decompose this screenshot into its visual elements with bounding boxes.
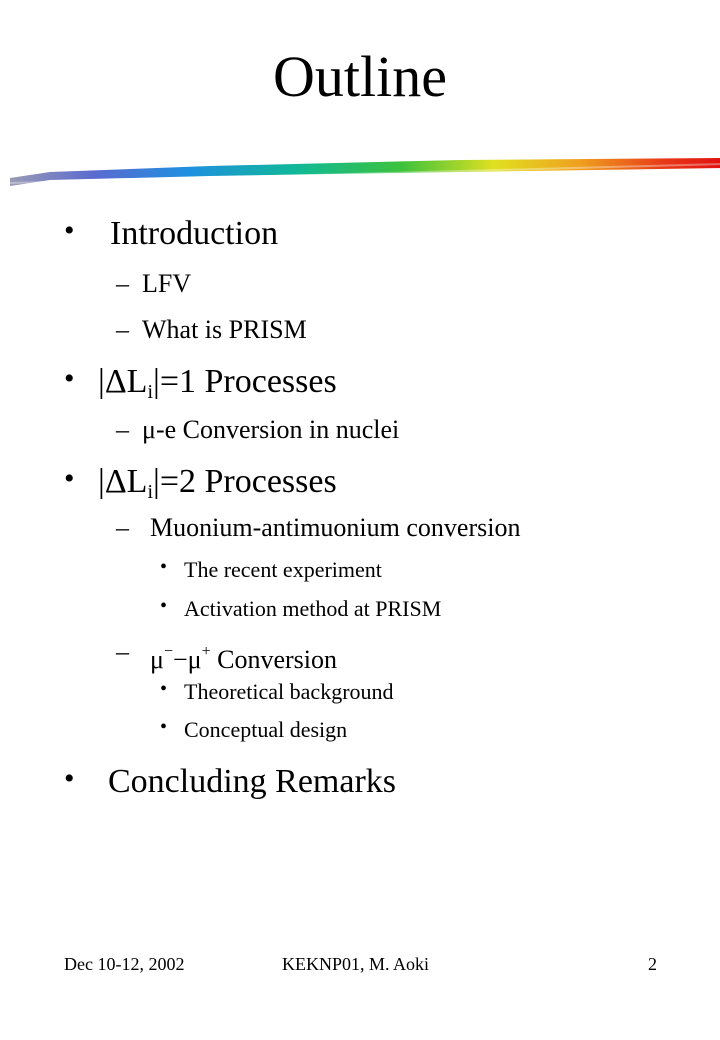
bullet: • <box>64 362 75 395</box>
dash: – <box>116 415 129 444</box>
dash: – <box>116 637 129 666</box>
item-theoretical-background: Theoretical background <box>184 679 394 704</box>
item-lfv: LFV <box>142 269 192 298</box>
superscript-plus: + <box>201 643 211 660</box>
footer-page-number: 2 <box>648 954 657 974</box>
item-delta-l-2-processes <box>98 462 337 512</box>
superscript-minus: − <box>163 643 173 660</box>
item-recent-experiment: The recent experiment <box>184 557 382 582</box>
bullet: • <box>64 762 75 795</box>
mu-mu-rest: Conversion <box>210 645 338 674</box>
dash: – <box>116 315 129 344</box>
dash: – <box>116 269 129 298</box>
bullet: • <box>64 214 75 247</box>
mu-minus: μ <box>150 645 164 674</box>
item-mu-mu-conversion <box>150 636 337 676</box>
item-introduction: Introduction <box>110 215 279 252</box>
subscript-i: i <box>147 481 154 503</box>
item-mu-e-conversion: μ-e Conversion in nuclei <box>142 415 400 444</box>
pipe: | <box>98 363 105 400</box>
dash: – <box>116 513 129 542</box>
delta-l-1-rest: |=1 Processes <box>153 363 337 400</box>
slide-title: Outline <box>273 44 447 109</box>
footer-conference: KEKNP01, M. Aoki <box>282 954 430 974</box>
bullet: • <box>160 716 168 738</box>
bullet: • <box>160 595 168 617</box>
footer-date: Dec 10-12, 2002 <box>64 954 185 974</box>
item-what-is-prism: What is PRISM <box>142 315 307 344</box>
item-muonium-conversion: Muonium-antimuonium conversion <box>150 513 521 542</box>
mu-dash: −μ <box>172 645 202 674</box>
bullet: • <box>160 556 168 578</box>
item-concluding-remarks: Concluding Remarks <box>108 763 397 800</box>
bullet: • <box>160 678 168 700</box>
item-delta-l-1-processes <box>98 362 337 412</box>
rainbow-divider-bar <box>10 156 720 186</box>
subscript-i: i <box>147 381 154 403</box>
pipe: | <box>98 463 105 500</box>
delta-l-2-rest: |=2 Processes <box>153 463 337 500</box>
delta-l: ΔL <box>104 463 148 500</box>
delta-l: ΔL <box>104 363 148 400</box>
bullet: • <box>64 462 75 495</box>
item-activation-method: Activation method at PRISM <box>184 596 442 621</box>
item-conceptual-design: Conceptual design <box>184 717 348 742</box>
